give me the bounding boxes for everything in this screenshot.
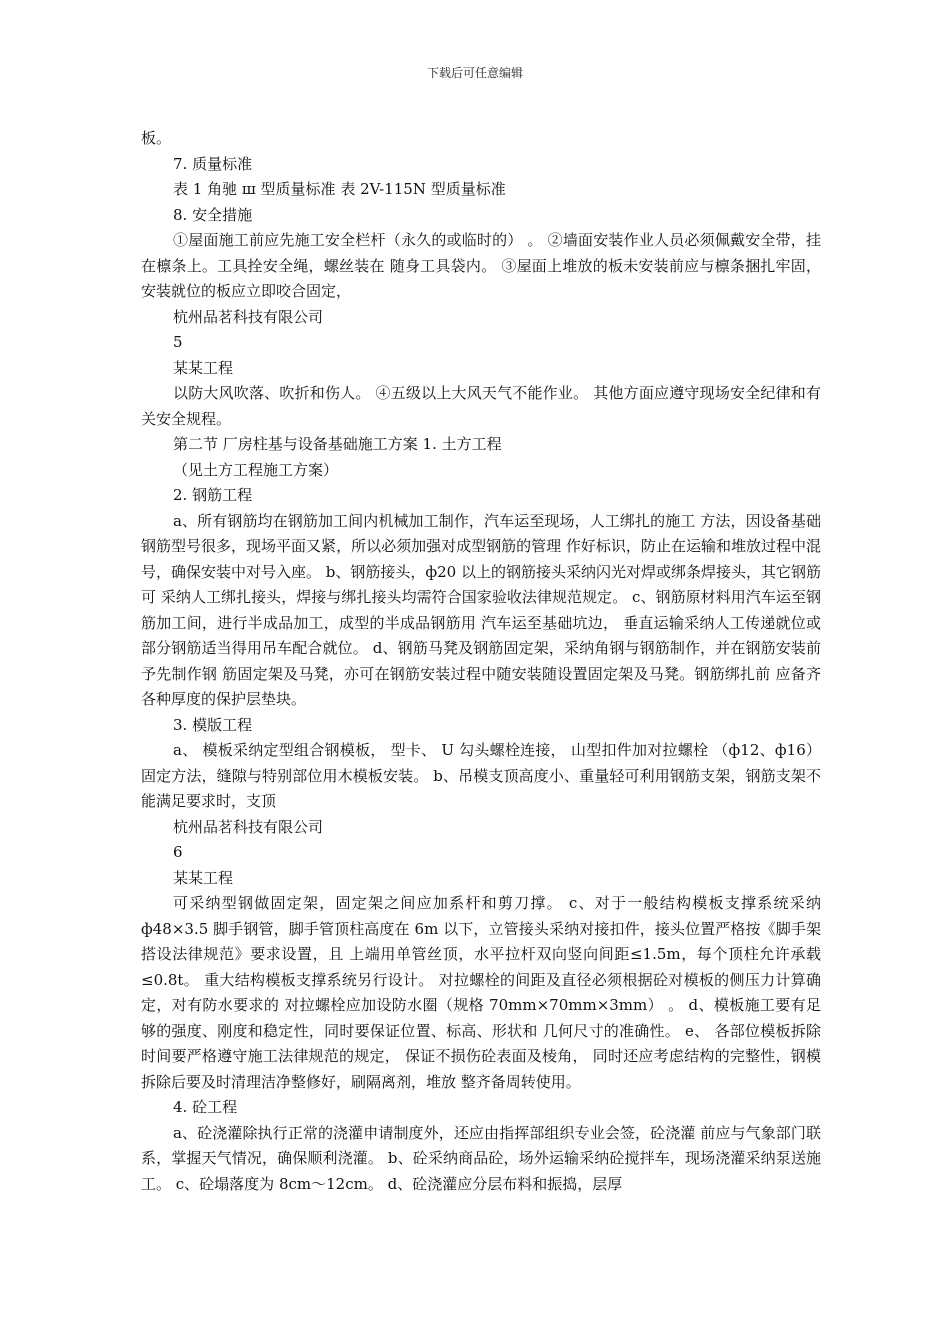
project-name: 某某工程 bbox=[173, 868, 234, 887]
paragraph: 板。 bbox=[141, 129, 172, 147]
section-heading: 2. 钢筋工程 bbox=[173, 486, 253, 504]
section-heading: 8. 安全措施 bbox=[173, 205, 253, 224]
paragraph: ①屋面施工前应先施工安全栏杆（永久的或临时的） 。 ②墙面安装作业人员必须佩戴安全带，挂在檩条上。工具拴安全绳，螺丝装在 随身工具袋内。 ③屋面上堆放的板未安装前应与檩条捆扎牢固， 安装就位的板应立即咬合固定， bbox=[141, 231, 821, 300]
paragraph: （见土方工程施工方案） bbox=[173, 460, 339, 479]
section-heading: 3. 模版工程 bbox=[173, 715, 253, 734]
paragraph: 可采纳型钢做固定架，固定架之间应加系杆和剪刀撑。 c、对于一般结构模板支撑系统采纳 ф48×3.5 脚手钢管，脚手管顶柱高度在 6m 以下，立管接头采纳对接扣件，接头位置严格按《脚手架搭设法律规范》要求设置，且 上端用单管丝顶，水平拉杆双向竖向间距≤1.5m，每个顶柱允许承载≤0.8t。 重大结构模板支撑系统另行设计。 对拉螺栓的间距及直径必须根据砼对模板的侧压力计算确定，对有防水要求的 对拉螺栓应加设防水圈（规格 70mm×70mm×3mm） 。 d、模板施工要有足够的强度、刚度和稳定性，同时要保证位置、标高、形状和 几何尺寸的准确性。 e、 各部位模板拆除时间要严格遵守施工法律规范的规定， 保证不损伤砼表面及棱角， 同时还应考虑结构的完整性，钢模拆除后要及时清理洁净整修好，刷隔离剂，堆放 整齐备周转使用。 bbox=[141, 894, 821, 1091]
paragraph: a、 模板采纳定型组合钢模板， 型卡、 U 勾头螺栓连接， 山型扣件加对拉螺栓 （ф12、ф16）固定方法，缝隙与特别部位用木模板安装。 b、吊模支顶高度小、重量轻可利用钢筋支架，钢筋支架不能满足要求时，支顶 bbox=[141, 741, 821, 810]
page-number: 6 bbox=[173, 843, 183, 861]
paragraph: a、砼浇灌除执行正常的浇灌申请制度外，还应由指挥部组织专业会签，砼浇灌 前应与气象部门联系，掌握天气情况，确保顺利浇灌。 b、砼采纳商品砼，场外运输采纳砼搅拌车，现场浇灌采纳泵送施工。 c、砼塌落度为 8cm～12cm。 d、砼浇灌应分层布料和振捣，层厚 bbox=[141, 1123, 821, 1193]
section-heading: 7. 质量标准 bbox=[173, 154, 253, 173]
paragraph: 以防大风吹落、吹折和伤人。 ④五级以上大风天气不能作业。 其他方面应遵守现场安全纪律和有关安全规程。 bbox=[141, 384, 821, 428]
project-name: 某某工程 bbox=[173, 358, 234, 377]
page-header: 下载后可任意编辑 bbox=[426, 66, 523, 80]
company-name: 杭州品茗科技有限公司 bbox=[173, 307, 324, 326]
company-name: 杭州品茗科技有限公司 bbox=[173, 817, 324, 836]
paragraph: 表 1 角驰 ш 型质量标准 表 2V-115N 型质量标准 bbox=[173, 180, 506, 198]
document-body bbox=[141, 126, 821, 1197]
section-heading: 第二节 厂房柱基与设备基础施工方案 1. 土方工程 bbox=[173, 435, 502, 453]
section-heading: 4. 砼工程 bbox=[173, 1098, 238, 1116]
paragraph: a、所有钢筋均在钢筋加工间内机械加工制作，汽车运至现场，人工绑扎的施工 方法，因设备基础钢筋型号很多，现场平面又紧，所以必须加强对成型钢筋的管理 作好标识，防止在运输和堆放过程中混号，确保安装中对号入座。 b、钢筋接头，ф20 以上的钢筋接头采纳闪光对焊或绑条焊接头，其它钢筋可 采纳人工绑扎接头，焊接与绑扎接头均需符合国家验收法律规范规定。 c、钢筋原材料用汽车运至钢筋加工间，进行半成品加工，成型的半成品钢筋用 汽车运至基础坑边， 垂直运输采纳人工传递就位或部分钢筋适当得用吊车配合就位。 d、钢筋马凳及钢筋固定架，采纳角钢与钢筋制作，并在钢筋安装前予先制作钢 筋固定架及马凳，亦可在钢筋安装过程中随安装随设置固定架及马凳。钢筋绑扎前 应备齐各种厚度的保护层垫块。 bbox=[141, 511, 821, 708]
page-number: 5 bbox=[173, 333, 183, 351]
